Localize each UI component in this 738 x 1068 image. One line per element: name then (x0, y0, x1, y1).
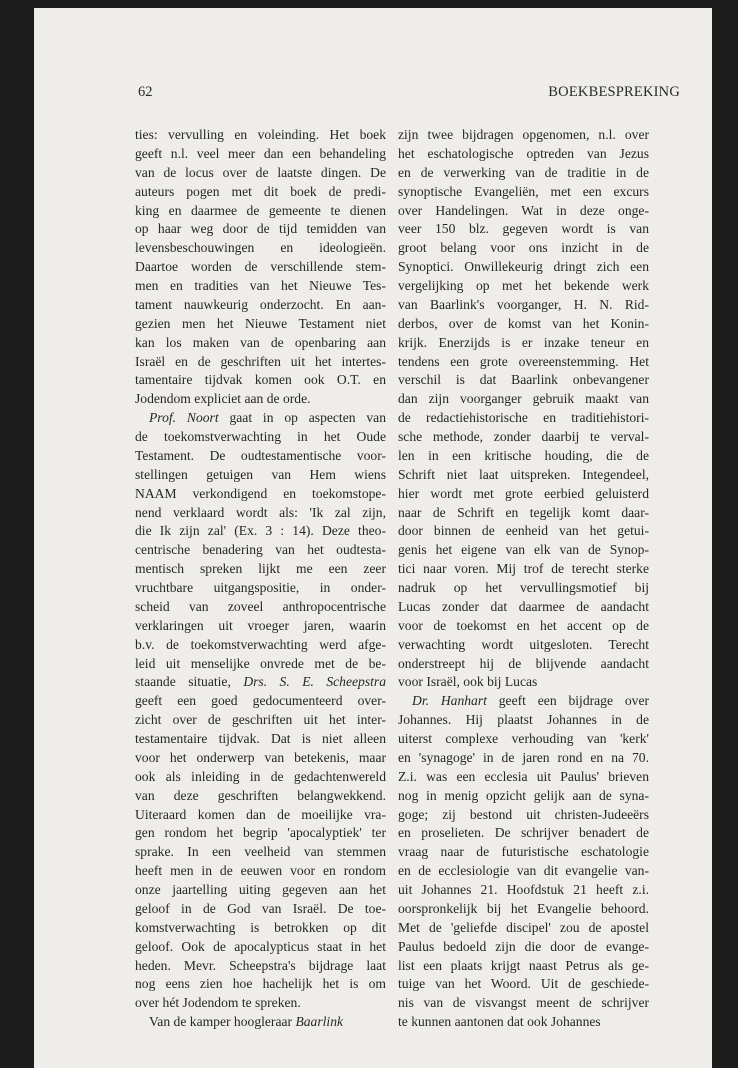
text-line (398, 824, 649, 843)
text-fragment: Testament. De oudtestamentische voor- (135, 447, 386, 463)
right-text-column (398, 126, 649, 1032)
text-fragment: door binnen de eenheid van het getui- (398, 523, 649, 539)
text-line (135, 485, 386, 504)
text-line (135, 975, 386, 994)
text-fragment: tici naar voren. Mij trof de terecht sterke (398, 561, 649, 577)
text-fragment: geloof in de God van Israël. De toe- (135, 900, 386, 916)
text-fragment: veer 150 blz. gegeven wordt is van (398, 221, 649, 237)
text-fragment: tamentaire tijdvak komen ook O.T. en (135, 372, 386, 388)
text-line (398, 504, 649, 523)
text-line (135, 220, 386, 239)
text-line (135, 730, 386, 749)
text-fragment: uit Johannes 21. Hoofdstuk 21 heeft z.i. (398, 882, 649, 897)
text-line (398, 277, 649, 296)
text-line (135, 994, 386, 1013)
text-fragment: verwachting wordt uitgesloten. Terecht (398, 636, 649, 652)
text-line (398, 881, 649, 900)
text-fragment: Schrift niet laat uitspreken. Integendeel, (398, 466, 649, 482)
text-fragment: gaat in op aspecten van (218, 410, 386, 426)
text-fragment: Uiteraard komen dan de moeilijke vra- (135, 806, 386, 822)
text-line (135, 353, 386, 372)
text-line (398, 617, 649, 636)
text-fragment: te kunnen aantonen dat ook Johannes (398, 1014, 601, 1030)
text-fragment: Paulus bedoeld zijn die door de evange- (398, 938, 649, 954)
text-fragment: heden. Mevr. Scheepstra's bijdrage laat (135, 957, 386, 973)
text-line (135, 258, 386, 277)
book-page (34, 8, 712, 1068)
text-line (398, 692, 649, 711)
text-fragment: krijk. Enerzijds is er inzake teneur en (398, 334, 649, 350)
text-fragment: Synoptici. Onwillekeurig dringt zich een (398, 259, 649, 275)
text-fragment: kan los maken van de openbaring aan (135, 334, 386, 350)
left-text-column (135, 126, 386, 1032)
text-fragment: centrische benadering van het oudtesta- (135, 542, 386, 558)
text-fragment: en proselieten. De schrijver benadert de (398, 825, 649, 841)
paragraph (135, 409, 386, 1013)
text-fragment: Johannes. Hij plaatst Johannes in de (398, 712, 649, 728)
text-fragment: vergelijking op met het bekende werk (398, 278, 649, 293)
text-line (135, 579, 386, 598)
text-fragment: en 'synagoge' in de jaren rond en na 70. (398, 749, 649, 765)
running-title: BOEKBESPREKING (548, 84, 680, 100)
text-fragment: men en tradities van het Nieuwe Tes- (135, 278, 386, 293)
text-line (135, 428, 386, 447)
text-fragment: en de verwerking van de traditie in de (398, 164, 649, 180)
text-fragment: sprake. In een veelheid van stemmen (135, 844, 386, 860)
text-line (398, 957, 649, 976)
text-line (398, 994, 649, 1013)
text-fragment: nadruk op het vervullingsmotief bij (398, 580, 649, 595)
text-line (398, 1013, 649, 1032)
text-fragment: verklaringen uit vroeger jaren, waarin (135, 617, 386, 633)
text-fragment: derbos, over de komst van het Konin- (398, 315, 649, 331)
text-line (398, 183, 649, 202)
text-line (135, 938, 386, 957)
text-line (135, 296, 386, 315)
text-fragment: van Baarlink's voorganger, H. N. Rid- (398, 296, 649, 312)
text-line (398, 862, 649, 881)
text-fragment: nend verklaard wordt als: 'Ik zal zijn, (135, 504, 386, 520)
text-fragment: de toekomstverwachting in het Oude (135, 429, 386, 444)
text-line (398, 636, 649, 655)
text-line (135, 409, 386, 428)
text-line (135, 466, 386, 485)
paragraph (135, 126, 386, 409)
text-line (135, 881, 386, 900)
text-line (135, 957, 386, 976)
text-fragment: van deze geschriften belangwekkend. (135, 787, 386, 803)
text-line (398, 975, 649, 994)
text-fragment: nog eens zien hoe hachelijk het is om (135, 976, 386, 992)
text-fragment: zicht over de geschriften uit het inter- (135, 712, 386, 728)
text-fragment: scheid van zoveel anthropocentrische (135, 598, 386, 614)
text-line (135, 768, 386, 787)
text-fragment: Lucas zonder dat daarmee de aandacht (398, 598, 649, 614)
text-fragment: uiterst complexe verhouding van 'kerk' (398, 731, 649, 746)
text-fragment: oorspronkelijk bij het Evangelie behoord. (398, 900, 649, 916)
text-line (135, 749, 386, 768)
text-line (398, 522, 649, 541)
text-line (398, 258, 649, 277)
text-fragment: b.v. de toekomstverwachting werd afge- (135, 636, 386, 652)
text-line (398, 673, 649, 692)
text-line (398, 145, 649, 164)
text-line (398, 806, 649, 825)
text-line (398, 296, 649, 315)
text-fragment: Van de kamper hoogleraar (149, 1014, 296, 1030)
text-line (398, 938, 649, 957)
text-fragment: tendens een grote overeenstemming. Het (398, 353, 649, 369)
text-line (398, 900, 649, 919)
text-fragment: ties: vervulling en voleinding. Het boek (135, 127, 386, 142)
text-line (135, 919, 386, 938)
text-line (398, 334, 649, 353)
italic-name: Baarlink (295, 1014, 344, 1030)
text-line (398, 409, 649, 428)
text-fragment: zijn twee bijdragen opgenomen, n.l. over (398, 127, 649, 142)
text-line (398, 711, 649, 730)
text-fragment: testamentaire tijdvak. Dat is niet alleen (135, 731, 386, 746)
text-line (135, 334, 386, 353)
text-fragment: geeft een bijdrage over (486, 693, 650, 709)
text-line (398, 579, 649, 598)
text-line (398, 220, 649, 239)
text-fragment: voor het onderwerp van betekenis, maar (135, 749, 386, 765)
text-line (398, 787, 649, 806)
text-fragment: voor Israël, ook bij Lucas (398, 674, 538, 690)
text-fragment: geloof. Ook de apocalypticus staat in het (135, 938, 386, 954)
text-line (398, 655, 649, 674)
text-line (398, 730, 649, 749)
text-fragment: Israël en de geschriften uit het intertes- (135, 353, 386, 369)
text-line (398, 485, 649, 504)
text-fragment: onze jaartelling uiting gegeven aan het (135, 882, 386, 897)
text-line (135, 900, 386, 919)
text-fragment: tuige van het Woord. Uit de geschiede- (398, 976, 649, 992)
text-line (135, 202, 386, 221)
text-line (135, 504, 386, 523)
text-fragment: synoptische Evangeliën, met een excurs (398, 183, 649, 199)
text-line (135, 692, 386, 711)
text-line (135, 239, 386, 258)
text-fragment: geeft n.l. veel meer dan een behandeling (135, 145, 386, 161)
text-line (135, 315, 386, 334)
text-line (398, 239, 649, 258)
text-fragment: staande situatie, (135, 674, 244, 690)
text-fragment: ook als inleiding in de gedachtenwereld (135, 768, 386, 784)
italic-name: Dr. Hanhart (412, 693, 487, 709)
text-fragment: leid uit menselijke onvrede met de be- (135, 655, 386, 671)
text-line (135, 655, 386, 674)
text-line (398, 428, 649, 447)
text-fragment: op haar weg door de tijd temidden van (135, 221, 386, 237)
text-line (398, 598, 649, 617)
text-line (398, 768, 649, 787)
text-fragment: komstverwachting is betrokken op dit (135, 919, 386, 935)
text-line (398, 390, 649, 409)
text-line (398, 202, 649, 221)
text-line (135, 371, 386, 390)
text-fragment: levensbeschouwingen en ideologieën. (135, 240, 386, 256)
text-line (398, 126, 649, 145)
text-fragment: Jodendom expliciet aan de orde. (135, 391, 311, 407)
text-line (398, 749, 649, 768)
text-fragment: het eschatologische optreden van Jezus (398, 145, 649, 161)
text-line (398, 447, 649, 466)
text-fragment: stellingen getuigen van Hem wiens (135, 466, 386, 482)
text-line (135, 277, 386, 296)
text-line (398, 843, 649, 862)
text-fragment: dan zijn voorganger gebruik maakt van (398, 391, 649, 407)
text-line (398, 353, 649, 372)
text-fragment: vraag naar de futuristische eschatologie (398, 844, 649, 860)
text-line (135, 541, 386, 560)
text-line (135, 183, 386, 202)
text-line (135, 806, 386, 825)
text-fragment: list een plaats krijgt naast Petrus als ge- (398, 957, 649, 973)
page-header (138, 84, 680, 106)
text-fragment: voor de toekomst en het accent op de (398, 617, 649, 633)
text-line (135, 390, 386, 409)
text-line (398, 315, 649, 334)
page-number: 62 (138, 84, 153, 100)
text-fragment: NAAM verkondigend en toekomstope- (135, 485, 386, 501)
italic-name: Drs. S. E. Scheepstra (243, 674, 386, 690)
text-line (135, 522, 386, 541)
text-fragment: die Ik zijn zal' (Ex. 3 : 14). Deze theo- (135, 523, 386, 539)
text-fragment: mentisch spreken lijkt me een zeer (135, 561, 386, 577)
text-line (135, 560, 386, 579)
text-fragment: verschil is dat Baarlink onbevangener (398, 372, 649, 388)
text-fragment: heeft men in de eeuwen voor en rondom (135, 863, 386, 879)
text-fragment: sche methode, zonder daarbij te verval- (398, 429, 649, 444)
paragraph (135, 1013, 386, 1032)
text-line (398, 164, 649, 183)
text-fragment: over hét Jodendom te spreken. (135, 995, 301, 1011)
text-fragment: len in een kritische houding, die de (398, 447, 649, 463)
text-line (135, 843, 386, 862)
text-line (398, 541, 649, 560)
text-fragment: hier wordt met grote eerbied geluisterd (398, 485, 649, 501)
text-fragment: en de ecclesiologie van dit evangelie van- (398, 863, 649, 879)
text-fragment: van de locus over de laatste dingen. De (135, 164, 386, 180)
text-fragment: gezien men het Nieuwe Testament niet (135, 315, 386, 331)
text-fragment: goge; zij bestond uit christen-Judeeërs (398, 806, 649, 822)
text-line (135, 598, 386, 617)
text-line (135, 711, 386, 730)
text-line (135, 164, 386, 183)
text-line (135, 1013, 386, 1032)
text-line (135, 824, 386, 843)
text-fragment: Met de 'geliefde discipel' zou de apostel (398, 919, 649, 935)
text-line (135, 617, 386, 636)
italic-name: Prof. Noort (149, 410, 219, 426)
text-line (398, 371, 649, 390)
text-fragment: vruchtbare uitgangspositie, in onder- (135, 580, 386, 595)
paragraph (398, 692, 649, 1032)
text-fragment: king en daarmee de gemeente te dienen (135, 202, 386, 218)
text-fragment: Z.i. was een ecclesia uit Paulus' brieven (398, 768, 649, 784)
text-line (135, 673, 386, 692)
text-line (135, 447, 386, 466)
text-line (135, 636, 386, 655)
text-line (398, 919, 649, 938)
text-line (398, 466, 649, 485)
text-fragment: nog in menig opzicht gelijk aan de syna- (398, 787, 649, 803)
text-line (135, 787, 386, 806)
text-fragment: genis het eigene van elk van de Synop- (398, 542, 649, 558)
text-fragment: nis van de visvangst meent de schrijver (398, 995, 649, 1011)
paragraph (398, 126, 649, 692)
text-line (135, 126, 386, 145)
text-fragment: gen rondom het begrip 'apocalyptiek' ter (135, 825, 386, 841)
text-line (135, 145, 386, 164)
text-fragment: onderstreept hij de blijvende aandacht (398, 655, 649, 671)
text-fragment: groot belang voor ons inzicht in de (398, 240, 649, 256)
text-fragment: over Handelingen. Wat in deze onge- (398, 202, 649, 218)
text-fragment: geeft een goed gedocumenteerd over- (135, 693, 386, 709)
text-line (398, 560, 649, 579)
text-fragment: tament nauwkeurig onderzocht. En aan- (135, 296, 386, 312)
text-line (135, 862, 386, 881)
text-fragment: auteurs pogen met dit boek de predi- (135, 183, 386, 199)
text-fragment: de redactiehistorische en traditiehistori- (398, 410, 649, 426)
text-fragment: Daartoe worden de verschillende stem- (135, 259, 386, 275)
text-fragment: naar de Schrift en tegelijk komt daar- (398, 504, 649, 520)
